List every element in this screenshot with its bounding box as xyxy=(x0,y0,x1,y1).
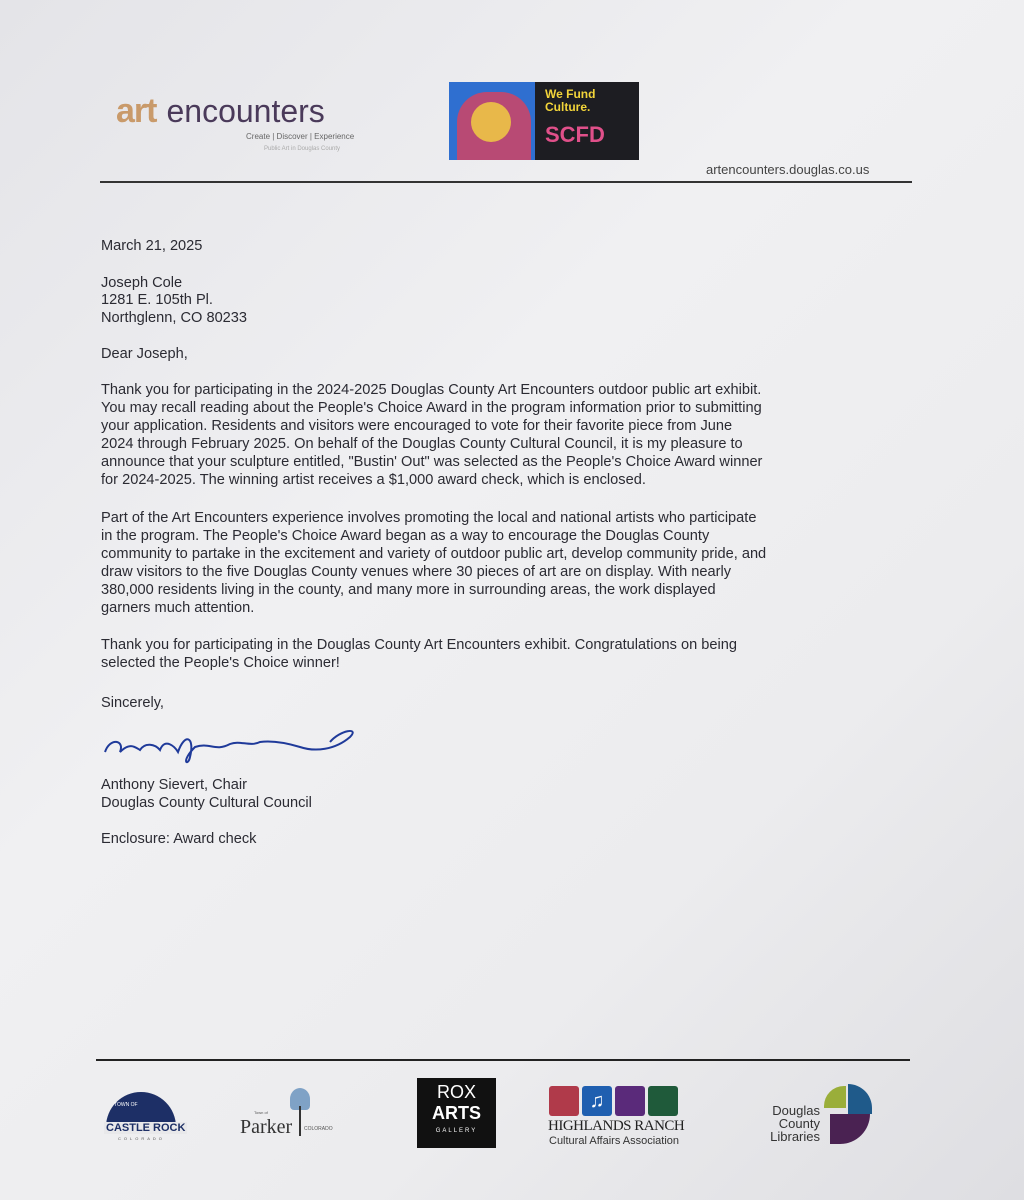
salutation: Dear Joseph, xyxy=(101,346,188,362)
ballet-icon xyxy=(549,1086,579,1116)
paragraph-line: garners much attention. xyxy=(101,600,255,616)
paragraph-line: community to partake in the excitement and variety of outdoor public art, develop community pride, and xyxy=(101,546,767,562)
scfd-logo xyxy=(449,82,639,160)
highlands-name: HIGHLANDS RANCH xyxy=(548,1118,685,1134)
logo-art-text: art xyxy=(116,92,157,130)
bear-icon xyxy=(449,82,535,160)
libraries-line: Libraries xyxy=(770,1129,820,1144)
recipient-street: 1281 E. 105th Pl. xyxy=(101,292,213,308)
douglas-county-libraries-logo xyxy=(758,1080,878,1150)
castle-rock-top: TOWN OF xyxy=(114,1102,138,1108)
rox-line: ARTS xyxy=(432,1103,481,1123)
signature xyxy=(100,722,380,772)
logo-subtagline: Public Art in Douglas County xyxy=(264,146,341,152)
libraries-line: Douglas xyxy=(772,1103,820,1118)
paragraph-line: Part of the Art Encounters experience involves promoting the local and national artists who participate xyxy=(101,510,757,526)
castle-rock-logo xyxy=(100,1080,195,1140)
rox-line: GALLERY xyxy=(435,1128,478,1134)
libraries-line: County xyxy=(778,1116,820,1131)
paragraph-line: for 2024-2025. The winning artist receives a $1,000 award check, which is enclosed. xyxy=(101,472,646,488)
parker-sub: COLORADO xyxy=(304,1126,333,1132)
leaf-icon xyxy=(824,1086,846,1108)
paragraph-line: in the program. The People's Choice Award began as a way to encourage the Douglas County xyxy=(101,528,710,544)
header-divider xyxy=(100,181,912,183)
rox-arts-logo xyxy=(417,1078,496,1148)
paragraph-line: 380,000 residents living in the county, and many more in surrounding areas, the work displayed xyxy=(101,582,716,598)
theater-masks-icon xyxy=(648,1086,678,1116)
paragraph-line: draw visitors to the five Douglas County venues where 30 pieces of art are on display. With nearly xyxy=(101,564,732,580)
art-encounters-logo xyxy=(116,92,355,152)
rox-line: ROX xyxy=(436,1082,476,1102)
paragraph-line: Thank you for participating in the 2024-2025 Douglas County Art Encounters outdoor public art exhibit. xyxy=(101,382,762,398)
castle-rock-name: CASTLE ROCK xyxy=(106,1122,186,1134)
footer-divider xyxy=(96,1059,910,1061)
parker-name: Parker xyxy=(240,1116,293,1138)
castle-rock-sub: COLORADO xyxy=(118,1136,165,1141)
highlands-ranch-logo xyxy=(546,1080,706,1150)
highlands-sub: Cultural Affairs Association xyxy=(549,1135,680,1147)
enclosure: Enclosure: Award check xyxy=(101,831,257,847)
parker-top: Town of xyxy=(254,1110,268,1115)
scfd-name: SCFD xyxy=(545,122,605,147)
paragraph-line: 2024 through February 2025. On behalf of the Douglas County Cultural Council, it is my pleasure to xyxy=(101,436,743,452)
palette-icon xyxy=(615,1086,645,1116)
closing: Sincerely, xyxy=(101,695,164,711)
signer-org: Douglas County Cultural Council xyxy=(101,795,312,811)
website-url: artencounters.douglas.co.us xyxy=(706,162,870,177)
recipient-name: Joseph Cole xyxy=(101,275,183,291)
paragraph-line: announce that your sculpture entitled, "Bustin' Out" was selected as the People's Choice Award winner xyxy=(101,454,763,470)
recipient-city: Northglenn, CO 80233 xyxy=(101,310,248,326)
scfd-tagline: We Fund Culture. xyxy=(545,87,596,114)
letter-date: March 21, 2025 xyxy=(101,238,203,254)
paragraph-line: selected the People's Choice winner! xyxy=(101,655,340,671)
parker-logo xyxy=(240,1080,360,1140)
paragraph-line: your application. Residents and visitors were encouraged to vote for their favorite piece from June xyxy=(101,418,733,434)
logo-encounters-text: encounters xyxy=(166,93,325,129)
paragraph-line: You may recall reading about the People's Choice Award in the program information prior to submitting xyxy=(101,400,762,416)
music-icon: ♫ xyxy=(582,1086,612,1116)
paragraph-line: Thank you for participating in the Douglas County Art Encounters exhibit. Congratulations on being xyxy=(101,637,738,653)
signer-name: Anthony Sievert, Chair xyxy=(101,777,248,793)
logo-tagline: Create | Discover | Experience xyxy=(246,132,355,141)
